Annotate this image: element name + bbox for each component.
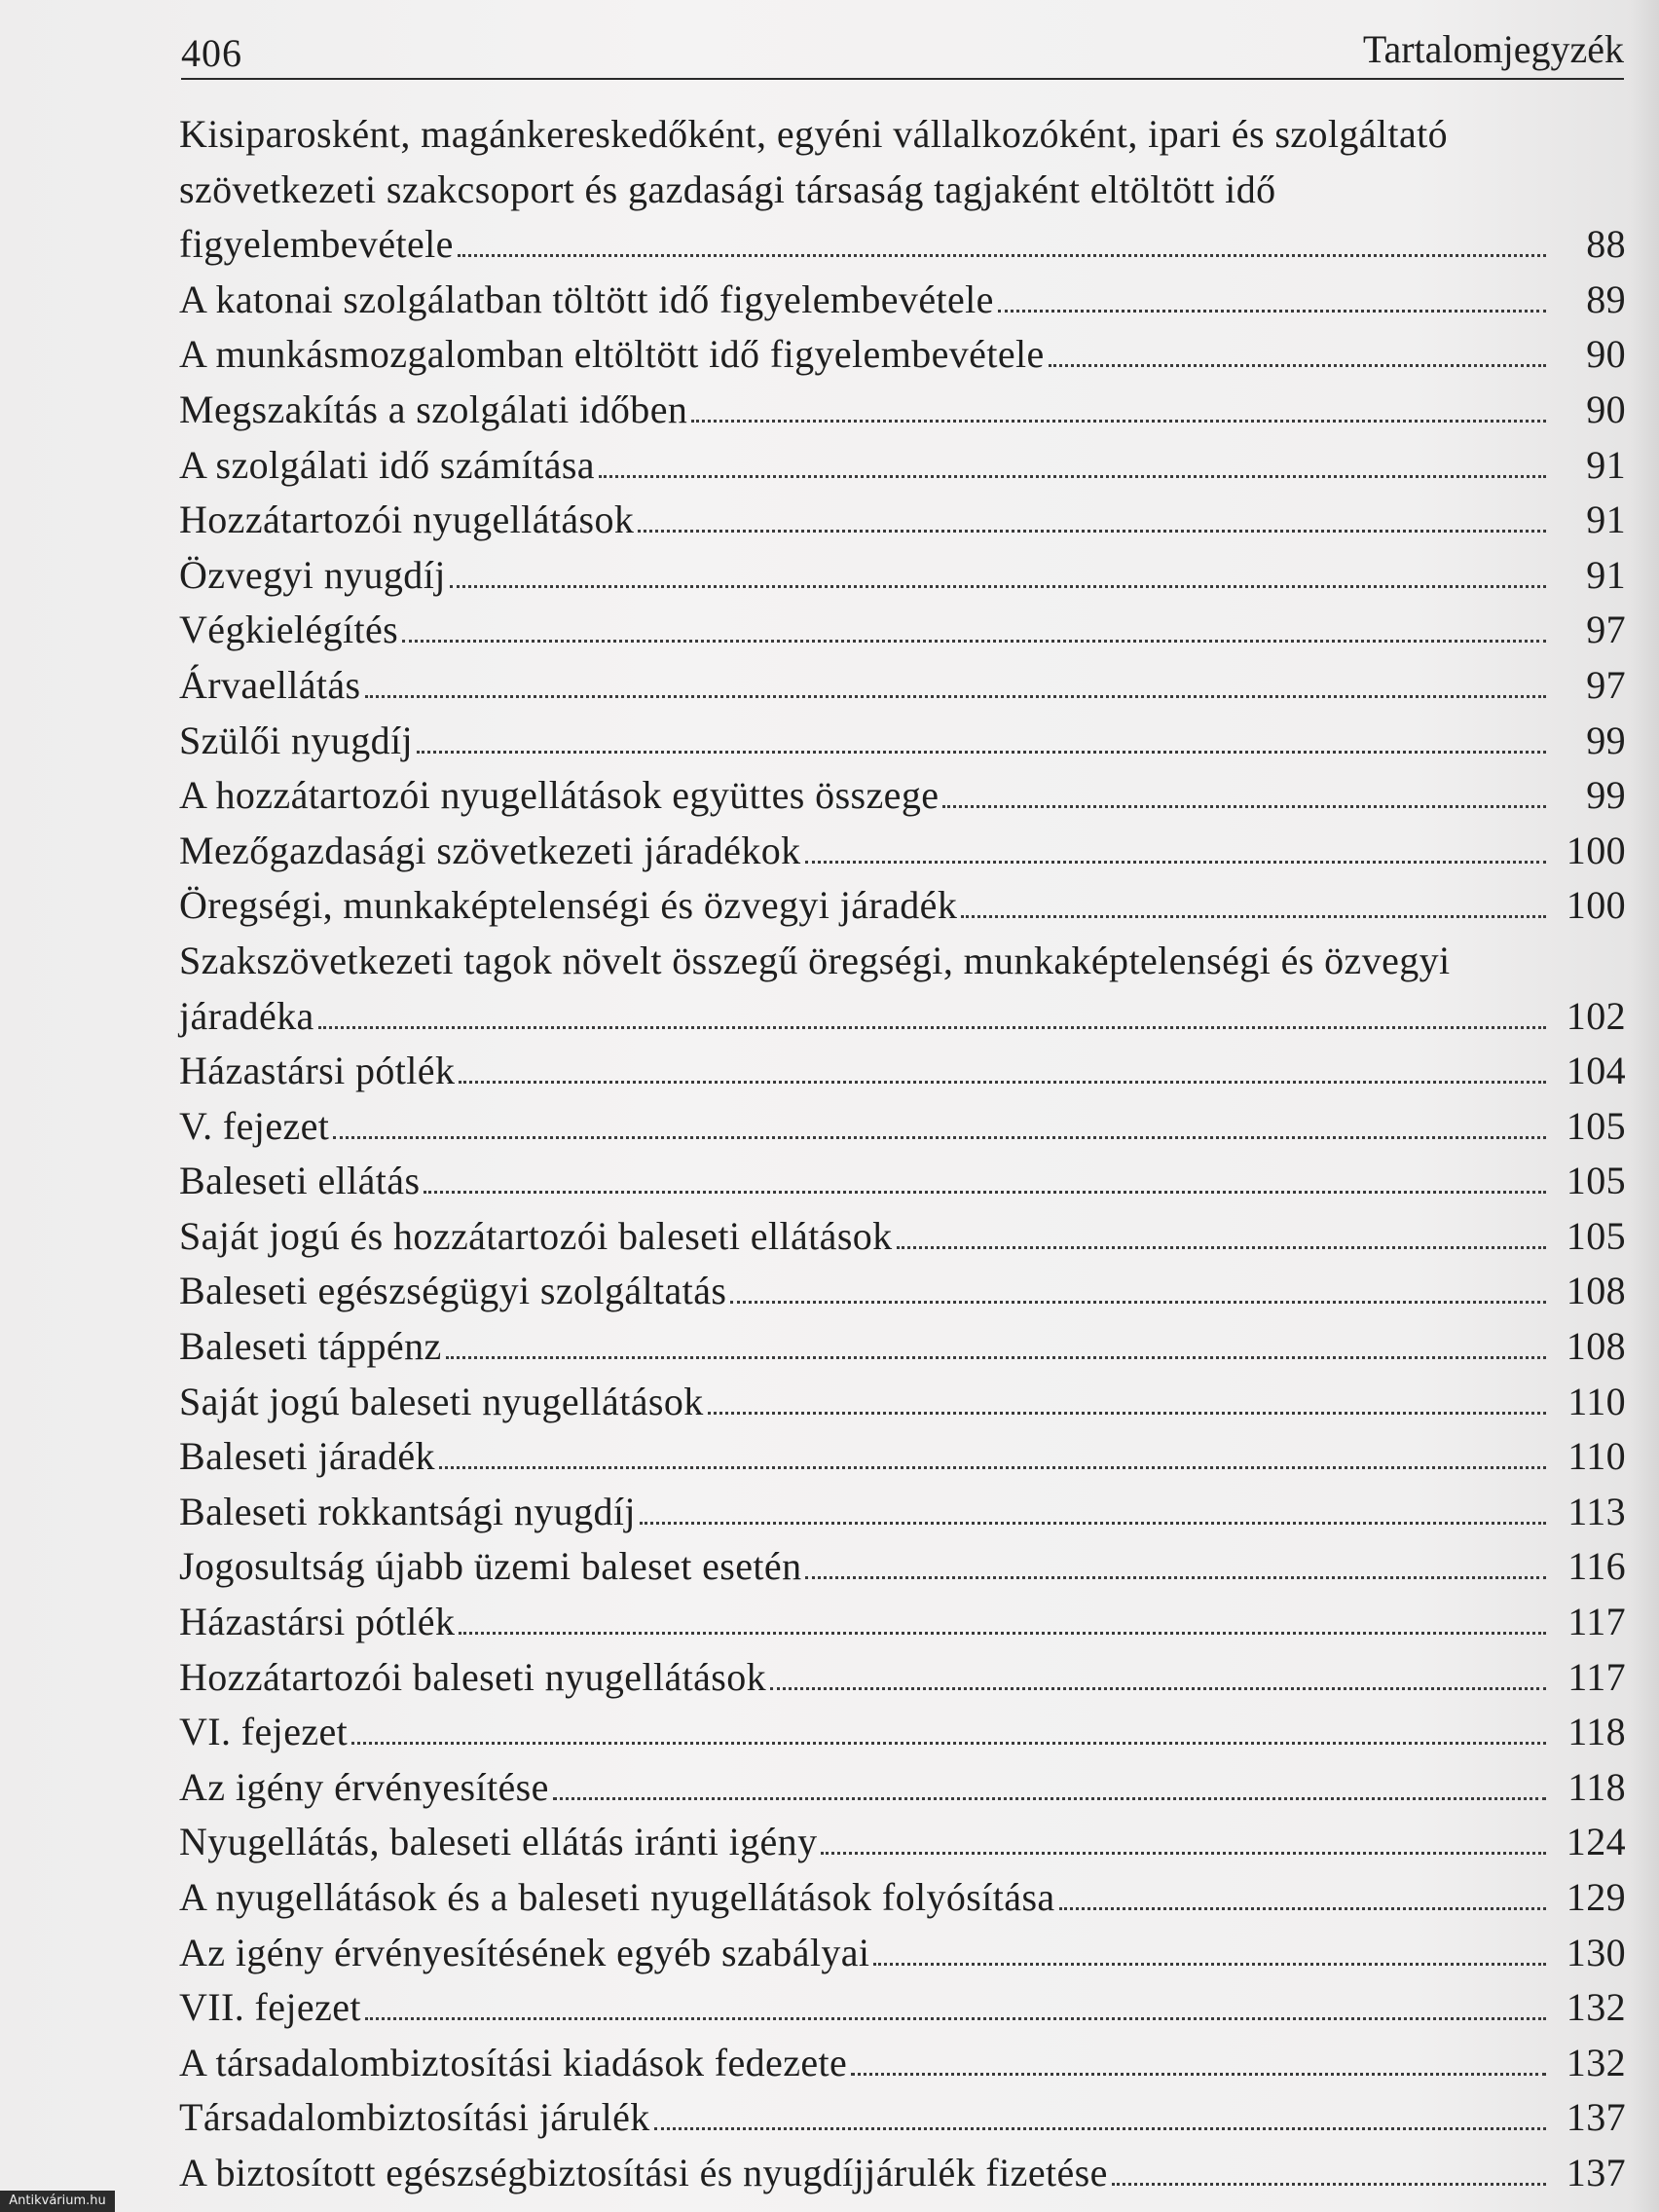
toc-entry-title-text: Baleseti ellátás (179, 1159, 421, 1203)
toc-entry-last-line (179, 217, 1552, 273)
dot-leader (691, 420, 1546, 423)
toc-entry-title-text: járadéka (179, 993, 314, 1038)
toc-entry-title (179, 1485, 1626, 1540)
toc-entry-title-text: Végkielégítés (179, 608, 399, 652)
toc-page-number: 129 (1566, 1875, 1626, 1919)
dot-leader (459, 1632, 1546, 1635)
toc-entry-last-line (179, 1154, 1552, 1209)
dot-leader (402, 640, 1546, 643)
toc-entry-title-text: Árvaellátás (179, 662, 361, 707)
toc-entry-title-text: A szolgálati idő számítása (179, 442, 595, 487)
dot-leader (459, 1081, 1546, 1084)
toc-page-number: 137 (1566, 2150, 1626, 2194)
toc-entry-title (179, 107, 1626, 273)
toc-page-number: 88 (1586, 222, 1626, 267)
toc-page-number: 108 (1566, 1324, 1626, 1369)
toc-entry-title-text: Házastársi pótlék (179, 1049, 456, 1093)
toc-entry-last-line (179, 1044, 1552, 1099)
toc-entry-title-text: Jogosultság újabb üzemi baleset esetén (179, 1544, 802, 1589)
toc-page-number: 105 (1566, 1213, 1626, 1258)
toc-entry-last-line (179, 1595, 1552, 1650)
toc-page-number: 102 (1566, 993, 1626, 1038)
toc-entry (179, 493, 1626, 548)
toc-entry-title (179, 1705, 1626, 1760)
toc-page-number: 100 (1566, 828, 1626, 872)
toc-entry-title-text: Saját jogú és hozzátartozói baleseti ellátások (179, 1213, 893, 1258)
toc-entry-last-line (179, 1099, 1552, 1155)
toc-entry-last-line (179, 878, 1552, 934)
dot-leader (638, 530, 1546, 533)
toc-page-number: 105 (1566, 1103, 1626, 1148)
toc-entry (179, 1539, 1626, 1595)
toc-entry-title-line: Szakszövetkezeti tagok növelt összegű öregségi, munkaképtelenségi és özvegyi (179, 938, 1451, 982)
toc-entry-title-text: Az igény érvényesítése (179, 1764, 549, 1809)
toc-page-number: 100 (1566, 883, 1626, 928)
running-head: Tartalomjegyzék (1362, 27, 1624, 71)
dot-leader (1049, 364, 1546, 367)
toc-entry-last-line (179, 1485, 1552, 1540)
toc-entry-title (179, 1375, 1626, 1430)
toc-entry (179, 934, 1626, 1044)
toc-entry-title (179, 934, 1626, 1044)
toc-entry (179, 1870, 1626, 1926)
toc-page-number: 91 (1586, 498, 1626, 542)
toc-entry-title-text: A katonai szolgálatban töltött idő figyelembevétele (179, 276, 994, 321)
toc-entry (179, 2090, 1626, 2146)
toc-entry (179, 1595, 1626, 1650)
toc-entry-title-text: A társadalombiztosítási kiadások fedezete (179, 2040, 848, 2084)
toc-entry-title (179, 1980, 1626, 2036)
toc-entry-last-line (179, 1980, 1552, 2036)
toc-entry-title (179, 1815, 1626, 1870)
toc-entry (179, 714, 1626, 769)
toc-entry-last-line (179, 2090, 1552, 2146)
dot-leader (998, 310, 1546, 313)
dot-leader (446, 1356, 1546, 1359)
toc-entry-title (179, 1760, 1626, 1816)
toc-entry (179, 1650, 1626, 1706)
toc-entry (179, 2146, 1626, 2201)
dot-leader (851, 2073, 1546, 2076)
toc-page-number: 116 (1567, 1544, 1626, 1589)
toc-entry-last-line (179, 603, 1552, 658)
dot-leader (424, 1191, 1546, 1194)
toc-entry (179, 1154, 1626, 1209)
toc-entry-title-text: Baleseti rokkantsági nyugdíj (179, 1489, 636, 1533)
toc-entry-title-text: Hozzátartozói baleseti nyugellátások (179, 1654, 767, 1699)
dot-leader (640, 1522, 1546, 1525)
toc-entry-title-text: Házastársi pótlék (179, 1600, 456, 1644)
toc-page-number: 124 (1566, 1820, 1626, 1864)
toc-page-number: 104 (1566, 1049, 1626, 1093)
toc-entry (179, 383, 1626, 438)
toc-entry-last-line (179, 768, 1552, 824)
toc-entry (179, 1815, 1626, 1870)
toc-entry-title (179, 658, 1626, 714)
toc-entry (179, 1044, 1626, 1099)
toc-entry-last-line (179, 714, 1552, 769)
toc-page-number: 132 (1566, 2040, 1626, 2084)
toc-entry-title (179, 1429, 1626, 1485)
toc-entry-last-line (179, 989, 1552, 1045)
dot-leader (1112, 2183, 1546, 2186)
toc-page-number: 99 (1586, 718, 1626, 762)
toc-entry (179, 658, 1626, 714)
toc-page-number: 110 (1567, 1434, 1626, 1479)
toc-entry-title (179, 327, 1626, 383)
toc-entry (179, 824, 1626, 879)
toc-entry-title-text: Baleseti egészségügyi szolgáltatás (179, 1269, 727, 1313)
toc-entry-last-line (179, 1209, 1552, 1265)
toc-page-number: 118 (1567, 1710, 1626, 1754)
toc-entry-title-text: A munkásmozgalomban eltöltött idő figyelembevétele (179, 332, 1045, 377)
toc-entry-last-line (179, 1760, 1552, 1816)
toc-entry-last-line (179, 1926, 1552, 1981)
toc-entry-title (179, 603, 1626, 658)
dot-leader (599, 475, 1546, 478)
toc-entry-title-text: Öregségi, munkaképtelenségi és özvegyi járadék (179, 883, 958, 928)
table-of-contents (179, 107, 1626, 2201)
toc-entry (179, 107, 1626, 273)
dot-leader (821, 1852, 1546, 1855)
toc-page-number: 113 (1567, 1489, 1626, 1533)
toc-page-number: 117 (1567, 1654, 1626, 1699)
dot-leader (450, 585, 1546, 588)
toc-entry-title-line: Kisiparosként, magánkereskedőként, egyéni vállalkozóként, ipari és szolgáltató (179, 112, 1449, 156)
toc-entry (179, 1264, 1626, 1319)
toc-entry-title (179, 438, 1626, 494)
toc-entry (179, 603, 1626, 658)
dot-leader (730, 1301, 1546, 1304)
dot-leader (770, 1687, 1546, 1690)
toc-entry-title (179, 1926, 1626, 1981)
toc-entry (179, 1319, 1626, 1375)
toc-entry-last-line (179, 2036, 1552, 2091)
dot-leader (708, 1412, 1546, 1415)
toc-entry-title (179, 2090, 1626, 2146)
toc-page-number: 90 (1586, 387, 1626, 431)
toc-entry-title (179, 548, 1626, 604)
toc-entry-title (179, 824, 1626, 879)
toc-page-number: 90 (1586, 332, 1626, 377)
toc-entry-title (179, 1209, 1626, 1265)
toc-entry-last-line (179, 493, 1552, 548)
toc-page-number: 137 (1566, 2095, 1626, 2140)
toc-entry-last-line (179, 2146, 1552, 2201)
toc-entry-title (179, 273, 1626, 328)
toc-entry-last-line (179, 1650, 1552, 1706)
toc-entry (179, 1926, 1626, 1981)
toc-entry-title (179, 878, 1626, 934)
toc-entry-title (179, 1154, 1626, 1209)
dot-leader (942, 805, 1546, 808)
toc-entry (179, 548, 1626, 604)
toc-page-number: 97 (1586, 662, 1626, 707)
toc-entry-title (179, 2146, 1626, 2201)
dot-leader (805, 861, 1546, 864)
toc-entry-title-text: A biztosított egészségbiztosítási és nyugdíjjárulék fizetése (179, 2150, 1108, 2194)
toc-entry-last-line (179, 1375, 1552, 1430)
toc-entry (179, 1429, 1626, 1485)
toc-entry-title-text: Hozzátartozói nyugellátások (179, 498, 635, 542)
toc-page-number: 105 (1566, 1159, 1626, 1203)
toc-page-number: 99 (1586, 773, 1626, 818)
toc-entry-title (179, 1650, 1626, 1706)
toc-entry (179, 1760, 1626, 1816)
dot-leader (553, 1797, 1546, 1800)
toc-entry-title (179, 1099, 1626, 1155)
toc-entry-last-line (179, 548, 1552, 604)
toc-page-number: 130 (1566, 1930, 1626, 1974)
toc-page-number: 89 (1586, 276, 1626, 321)
toc-entry (179, 1209, 1626, 1265)
toc-entry-title-text: Megszakítás a szolgálati időben (179, 387, 688, 431)
toc-entry-last-line (179, 1870, 1552, 1926)
dot-leader (458, 254, 1546, 257)
toc-entry-title-text: Az igény érvényesítésének egyéb szabályai (179, 1930, 870, 1974)
toc-page-number: 97 (1586, 608, 1626, 652)
toc-entry-last-line (179, 1815, 1552, 1870)
toc-entry-title (179, 714, 1626, 769)
toc-entry-last-line (179, 1539, 1552, 1595)
toc-entry-title (179, 1319, 1626, 1375)
toc-entry-title (179, 383, 1626, 438)
toc-entry-last-line (179, 824, 1552, 879)
toc-entry-title (179, 1044, 1626, 1099)
toc-entry-title (179, 1870, 1626, 1926)
dot-leader (439, 1466, 1546, 1469)
toc-entry-last-line (179, 438, 1552, 494)
toc-entry-last-line (179, 1705, 1552, 1760)
dot-leader (365, 2017, 1546, 2020)
dot-leader (417, 751, 1546, 754)
toc-entry-last-line (179, 273, 1552, 328)
toc-page-number: 108 (1566, 1269, 1626, 1313)
dot-leader (1059, 1907, 1546, 1910)
toc-entry-title-text: Baleseti táppénz (179, 1324, 442, 1369)
toc-entry-title-text: VI. fejezet (179, 1710, 349, 1754)
toc-entry-title-line: szövetkezeti szakcsoport és gazdasági társaság tagjaként eltöltött idő (179, 166, 1276, 211)
toc-entry-title (179, 493, 1626, 548)
toc-entry-title-text: Baleseti járadék (179, 1434, 435, 1479)
toc-entry-title-text: VII. fejezet (179, 1985, 361, 2030)
toc-entry (179, 273, 1626, 328)
dot-leader (365, 695, 1546, 698)
toc-page-number: 91 (1586, 552, 1626, 597)
toc-entry-title-text: A hozzátartozói nyugellátások együttes összege (179, 773, 940, 818)
dot-leader (961, 915, 1546, 918)
toc-entry-title-text: Társadalombiztosítási járulék (179, 2095, 650, 2140)
toc-entry-title-text: Nyugellátás, baleseti ellátás iránti igény (179, 1820, 818, 1864)
toc-page-number: 117 (1567, 1600, 1626, 1644)
toc-page-number: 118 (1567, 1764, 1626, 1809)
toc-entry-last-line (179, 1264, 1552, 1319)
toc-entry-last-line (179, 383, 1552, 438)
toc-entry (179, 768, 1626, 824)
page-header (181, 18, 1624, 80)
dot-leader (351, 1742, 1546, 1745)
dot-leader (333, 1136, 1546, 1139)
toc-entry (179, 1375, 1626, 1430)
toc-entry-title-text: Özvegyi nyugdíj (179, 552, 446, 597)
toc-entry (179, 1980, 1626, 2036)
toc-entry (179, 327, 1626, 383)
toc-entry-title-text: Mezőgazdasági szövetkezeti járadékok (179, 828, 801, 872)
dot-leader (873, 1963, 1546, 1966)
page-number: 406 (181, 31, 242, 75)
dot-leader (318, 1026, 1546, 1029)
watermark-label: Antikvárium.hu (0, 2191, 115, 2212)
toc-page-number: 110 (1567, 1379, 1626, 1423)
toc-entry-last-line (179, 1319, 1552, 1375)
toc-entry-last-line (179, 1429, 1552, 1485)
toc-entry-title-text: Szülői nyugdíj (179, 718, 414, 762)
toc-entry-title-text: A nyugellátások és a baleseti nyugellátások folyósítása (179, 1875, 1055, 1919)
toc-entry (179, 438, 1626, 494)
toc-page-number: 132 (1566, 1985, 1626, 2030)
toc-entry-title (179, 2036, 1626, 2091)
toc-entry (179, 1485, 1626, 1540)
toc-page-number: 91 (1586, 442, 1626, 487)
toc-entry-title-text: Saját jogú baleseti nyugellátások (179, 1379, 704, 1423)
toc-entry (179, 2036, 1626, 2091)
toc-entry-last-line (179, 327, 1552, 383)
page-edge-shadow (1630, 0, 1659, 2212)
toc-entry-title (179, 768, 1626, 824)
toc-entry-title (179, 1264, 1626, 1319)
dot-leader (805, 1576, 1546, 1579)
dot-leader (897, 1246, 1546, 1249)
toc-entry-last-line (179, 658, 1552, 714)
dot-leader (654, 2127, 1546, 2130)
toc-entry-title (179, 1595, 1626, 1650)
toc-entry-title (179, 1539, 1626, 1595)
toc-entry (179, 1099, 1626, 1155)
toc-entry (179, 878, 1626, 934)
toc-entry-title-text: figyelembevétele (179, 222, 454, 267)
toc-entry (179, 1705, 1626, 1760)
toc-entry-title-text: V. fejezet (179, 1103, 330, 1148)
